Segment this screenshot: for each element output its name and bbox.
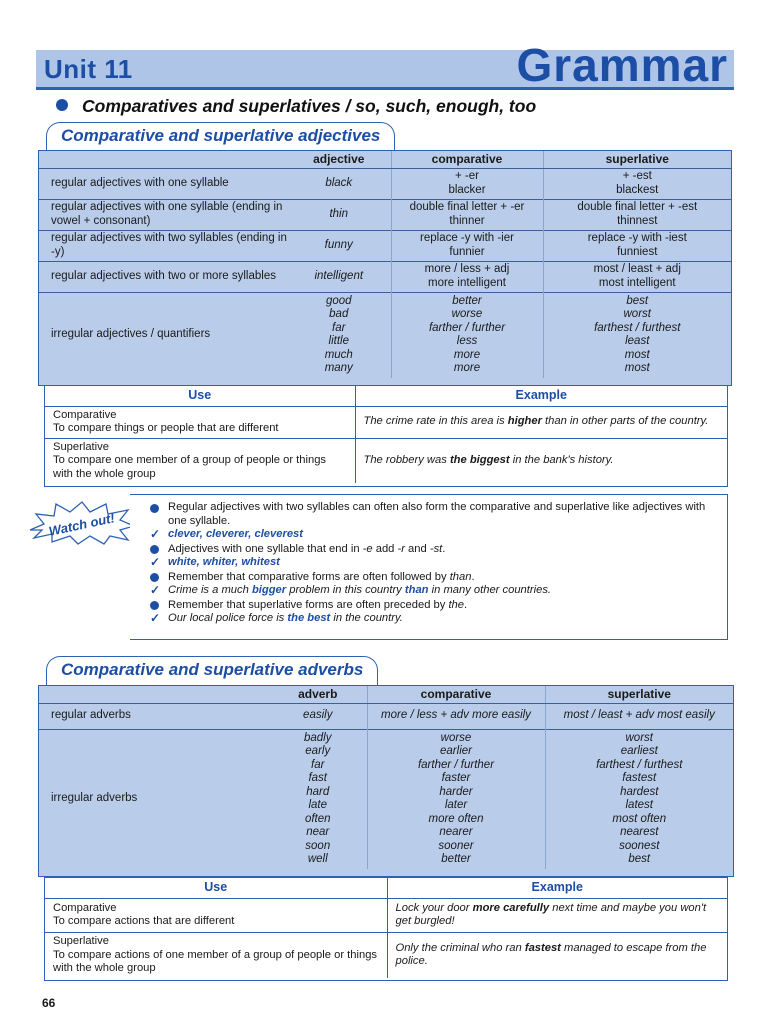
page-subtitle bbox=[56, 96, 536, 117]
table-row: irregular adjectives / quantifiers good bad far little much many better worse farther / further less more more best worst farthest / furthest least most most bbox=[39, 292, 731, 378]
use-header: Use bbox=[45, 878, 387, 898]
bullet-icon bbox=[56, 99, 68, 111]
subtitle-text: Comparatives and superlatives / so, such, enough, too bbox=[82, 96, 537, 116]
use-header: Use bbox=[45, 386, 355, 406]
table-row: Superlative To compare actions of one member of a group of people or things with the whole group Only the criminal who ran fastest managed to escape from the police. bbox=[45, 932, 727, 978]
adverbs-table-panel bbox=[38, 685, 734, 877]
col-header: comparative bbox=[391, 151, 543, 168]
list-item: ✓ white, whiter, whitest bbox=[150, 556, 720, 570]
table-row: Superlative To compare one member of a group of people or things with the whole group The robbery was the biggest in the bank's history. bbox=[45, 438, 727, 483]
adjectives-table bbox=[39, 151, 731, 378]
adverbs-use-table bbox=[44, 877, 728, 981]
table-row: Comparative To compare actions that are different Lock your door more carefully next time and maybe you won't get burgled! bbox=[45, 898, 727, 932]
section-title-adverbs: Comparative and superlative adverbs bbox=[46, 656, 378, 686]
list-item: ✓ clever, cleverer, cleverest bbox=[150, 528, 720, 542]
list-item: Adjectives with one syllable that end in -e add -r and -st. bbox=[150, 543, 720, 557]
unit-label: Unit 11 bbox=[44, 54, 133, 84]
table-row: irregular adverbs badly early far fast hard late often near soon well worse earlier farther / further faster harder later more often nearer sooner better worst earliest farthest / furthest fastest hardest latest most often nearest soonest best bbox=[39, 729, 733, 869]
list-item: ✓ Our local police force is the best in the country. bbox=[150, 612, 720, 626]
example-header: Example bbox=[387, 878, 727, 898]
col-header: superlative bbox=[543, 151, 731, 168]
list-item: Remember that comparative forms are often followed by than. bbox=[150, 571, 720, 585]
example-header: Example bbox=[355, 386, 727, 406]
list-item: ✓ Crime is a much bigger problem in this country than in many other countries. bbox=[150, 584, 720, 598]
table-row: regular adjectives with one syllable (ending in vowel + consonant) thin double final letter + -er thinner double final letter + -est thinnest bbox=[39, 199, 731, 230]
unit-banner bbox=[36, 39, 734, 91]
table-row: Comparative To compare things or people that are different The crime rate in this area is higher than in other parts of the country. bbox=[45, 406, 727, 438]
adjectives-use-table bbox=[44, 385, 728, 487]
banner-title: Grammar bbox=[516, 39, 728, 91]
adjectives-table-panel bbox=[38, 150, 732, 386]
table-row: regular adjectives with two or more syllables intelligent more / less + adj more intelligent most / least + adj most intelligent bbox=[39, 261, 731, 292]
col-header: adverb bbox=[269, 686, 367, 703]
list-item: Remember that superlative forms are often preceded by the. bbox=[150, 599, 720, 613]
adverbs-table bbox=[39, 686, 733, 869]
page-number: 66 bbox=[42, 996, 56, 1010]
col-header: comparative bbox=[367, 686, 545, 703]
watch-out-starburst bbox=[28, 500, 136, 546]
section-title-adjectives: Comparative and superlative adjectives bbox=[46, 122, 395, 152]
table-row: regular adjectives with two syllables (ending in -y) funny replace -y with -ier funnier replace -y with -iest funniest bbox=[39, 230, 731, 261]
table-row: regular adjectives with one syllable black + -er blacker + -est blackest bbox=[39, 168, 731, 199]
watch-out-label: Watch out! bbox=[47, 510, 116, 539]
col-header: superlative bbox=[545, 686, 733, 703]
table-row: regular adverbs easily more / less + adv more easily most / least + adv most easily bbox=[39, 703, 733, 729]
watch-out-box bbox=[130, 494, 728, 640]
col-header: adjective bbox=[287, 151, 391, 168]
list-item: Regular adjectives with two syllables can often also form the comparative and superlative like adjectives with one syllable. bbox=[150, 501, 720, 528]
